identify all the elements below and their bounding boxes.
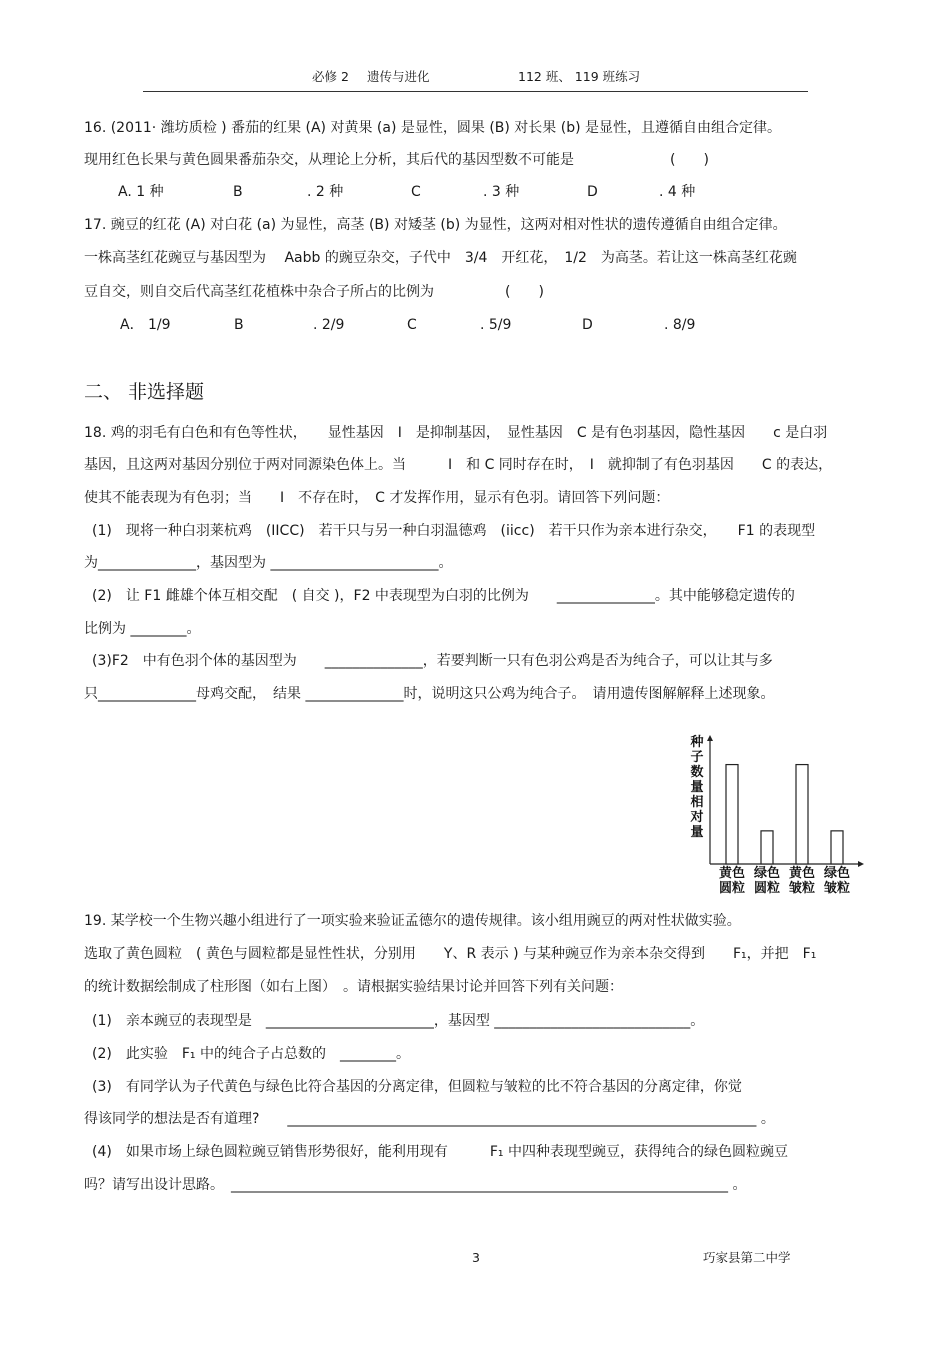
- q17-option-c: . 5/9: [480, 317, 512, 333]
- y-label-char: 量: [690, 825, 704, 840]
- q17-option-c-letter: C: [407, 317, 417, 333]
- q18-part3-line2: 只______________母鸡交配， 结果 ______________时，说明这只公鸡为纯合子。 请用遗传图解解释上述现象。: [84, 686, 775, 702]
- y-label-char: 量: [690, 780, 704, 795]
- q19-part1: (1) 亲本豌豆的表现型是 ________________________，基因型 ____________________________。: [92, 1013, 705, 1029]
- x-tick-label: 皱粒: [788, 881, 816, 896]
- x-tick-label: 圆粒: [718, 881, 746, 896]
- q19-part4-line1: (4) 如果市场上绿色圆粒豌豆销售形势很好，能利用现有 F₁ 中四种表现型豌豆，获得纯合的绿色圆粒豌豆: [92, 1144, 788, 1160]
- q16-option-c-letter: C: [411, 184, 421, 200]
- q16-option-d: . 4 种: [659, 184, 696, 200]
- header-topic: 遗传与进化: [367, 69, 430, 84]
- y-label-char: 子: [690, 750, 704, 765]
- q17-option-b: . 2/9: [313, 317, 345, 333]
- x-tick-label: 圆粒: [753, 881, 781, 896]
- x-tick-label: 黄色: [788, 866, 816, 881]
- q18-line1: 18. 鸡的羽毛有白色和有色等性状， 显性基因 I 是抑制基因， 显性基因 C 是有色羽基因，隐性基因 c 是白羽: [84, 425, 828, 441]
- header-course: 必修 2: [312, 69, 349, 84]
- q18-part1-line1: (1) 现将一种白羽莱杭鸡 (IICC) 若干只与另一种白羽温德鸡 (iicc) 若干只作为亲本进行杂交， F1 的表现型: [92, 523, 816, 539]
- q18-part2-line1: (2) 让 F1 雌雄个体互相交配 ( 自交 )，F2 中表现型为白羽的比例为 ______________。其中能够稳定遗传的: [92, 588, 795, 604]
- q19-line2: 选取了黄色圆粒 ( 黄色与圆粒都是显性性状，分别用 Y、R 表示 ) 与某种豌豆作为亲本杂交得到 F₁，并把 F₁: [84, 946, 817, 962]
- bar-绿色圆粒: [761, 831, 773, 864]
- y-label-char: 对: [690, 810, 704, 825]
- y-label-char: 相: [690, 795, 704, 810]
- q16-option-d-letter: D: [587, 184, 598, 200]
- q17-option-b-letter: B: [234, 317, 244, 333]
- q16-line2: 现用红色长果与黄色圆果番茄杂交，从理论上分析，其后代的基因型数不可能是: [84, 152, 574, 168]
- chart-ylabel: [689, 734, 704, 840]
- y-label-char: 数: [690, 765, 704, 780]
- q18-part2-line2: 比例为 ________。: [84, 621, 201, 637]
- q16-bracket: ( ): [670, 152, 709, 168]
- section-heading: 二、 非选择题: [84, 381, 205, 403]
- q18-part3-line1: (3)F2 中有色羽个体的基因型为 ______________，若要判断一只有色羽公鸡是否为纯合子，可以让其与多: [92, 653, 773, 669]
- q19-part4-line2: 吗？请写出设计思路。 _______________________________________________________________________ 。: [84, 1177, 747, 1193]
- footer-school: 巧家县第二中学: [703, 1250, 791, 1265]
- chart-y-arrow: [707, 735, 713, 741]
- q17-line3: 豆自交，则自交后代高茎红花植株中杂合子所占的比例为: [84, 284, 434, 300]
- header-classes: 112 班、 119 班练习: [518, 69, 641, 84]
- q18-line2: 基因，且这两对基因分别位于两对同源染色体上。当 I 和 C 同时存在时， I 就抑制了有色羽基因 C 的表达，: [84, 457, 833, 473]
- chart-x-arrow: [858, 861, 864, 867]
- q16-option-c: . 3 种: [483, 184, 520, 200]
- y-label-char: 种: [690, 735, 704, 750]
- q17-option-d: . 8/9: [664, 317, 696, 333]
- q19-part2: (2) 此实验 F₁ 中的纯合子占总数的 ________。: [92, 1046, 410, 1062]
- q16-option-b-letter: B: [233, 184, 243, 200]
- q19-part3-line1: (3) 有同学认为子代黄色与绿色比符合基因的分离定律，但圆粒与皱粒的比不符合基因的分离定律，你觉: [92, 1079, 742, 1095]
- q18-part1-line2: 为______________，基因型为 ________________________。: [84, 555, 453, 571]
- q17-line1: 17. 豌豆的红花 (A) 对白花 (a) 为显性，高茎 (B) 对矮茎 (b) 为显性，这两对相对性状的遗传遵循自由组合定律。: [84, 217, 787, 233]
- header-rule: [143, 91, 808, 92]
- q19-part3-line2: 得该同学的想法是否有道理? ___________________________________________________________________ 。: [84, 1111, 775, 1127]
- bar-黄色皱粒: [796, 765, 808, 864]
- q17-option-d-letter: D: [582, 317, 593, 333]
- q16-line1: 16. (2011· 潍坊质检 ) 番茄的红果 (A) 对黄果 (a) 是显性，圆果 (B) 对长果 (b) 是显性，且遵循自由组合定律。: [84, 120, 782, 136]
- q17-option-a: A． 1/9: [120, 317, 171, 333]
- x-tick-label: 皱粒: [823, 881, 851, 896]
- bar-黄色圆粒: [726, 765, 738, 864]
- page-number: 3: [472, 1250, 480, 1265]
- q17-bracket: ( ): [505, 284, 544, 300]
- q18-line3: 使其不能表现为有色羽；当 I 不存在时， C 才发挥作用，显示有色羽。请回答下列问题：: [84, 490, 670, 506]
- bar-绿色皱粒: [831, 831, 843, 864]
- q17-line2: 一株高茎红花豌豆与基因型为 Aabb 的豌豆杂交，子代中 3/4 开红花， 1/2 为高茎。若让这一株高茎红花豌: [84, 250, 797, 266]
- q19-line1: 19. 某学校一个生物兴趣小组进行了一项实验来验证孟德尔的遗传规律。该小组用豌豆的两对性状做实验。: [84, 913, 741, 929]
- q16-option-b: . 2 种: [307, 184, 344, 200]
- q19-line3: 的统计数据绘制成了柱形图（如右上图） 。请根据实验结果讨论并回答下列有关问题：: [84, 979, 623, 995]
- q16-option-a: A. 1 种: [118, 184, 164, 200]
- x-tick-label: 黄色: [718, 866, 746, 881]
- x-tick-label: 绿色: [823, 866, 851, 881]
- x-tick-label: 绿色: [753, 866, 781, 881]
- bar-chart: [680, 732, 870, 902]
